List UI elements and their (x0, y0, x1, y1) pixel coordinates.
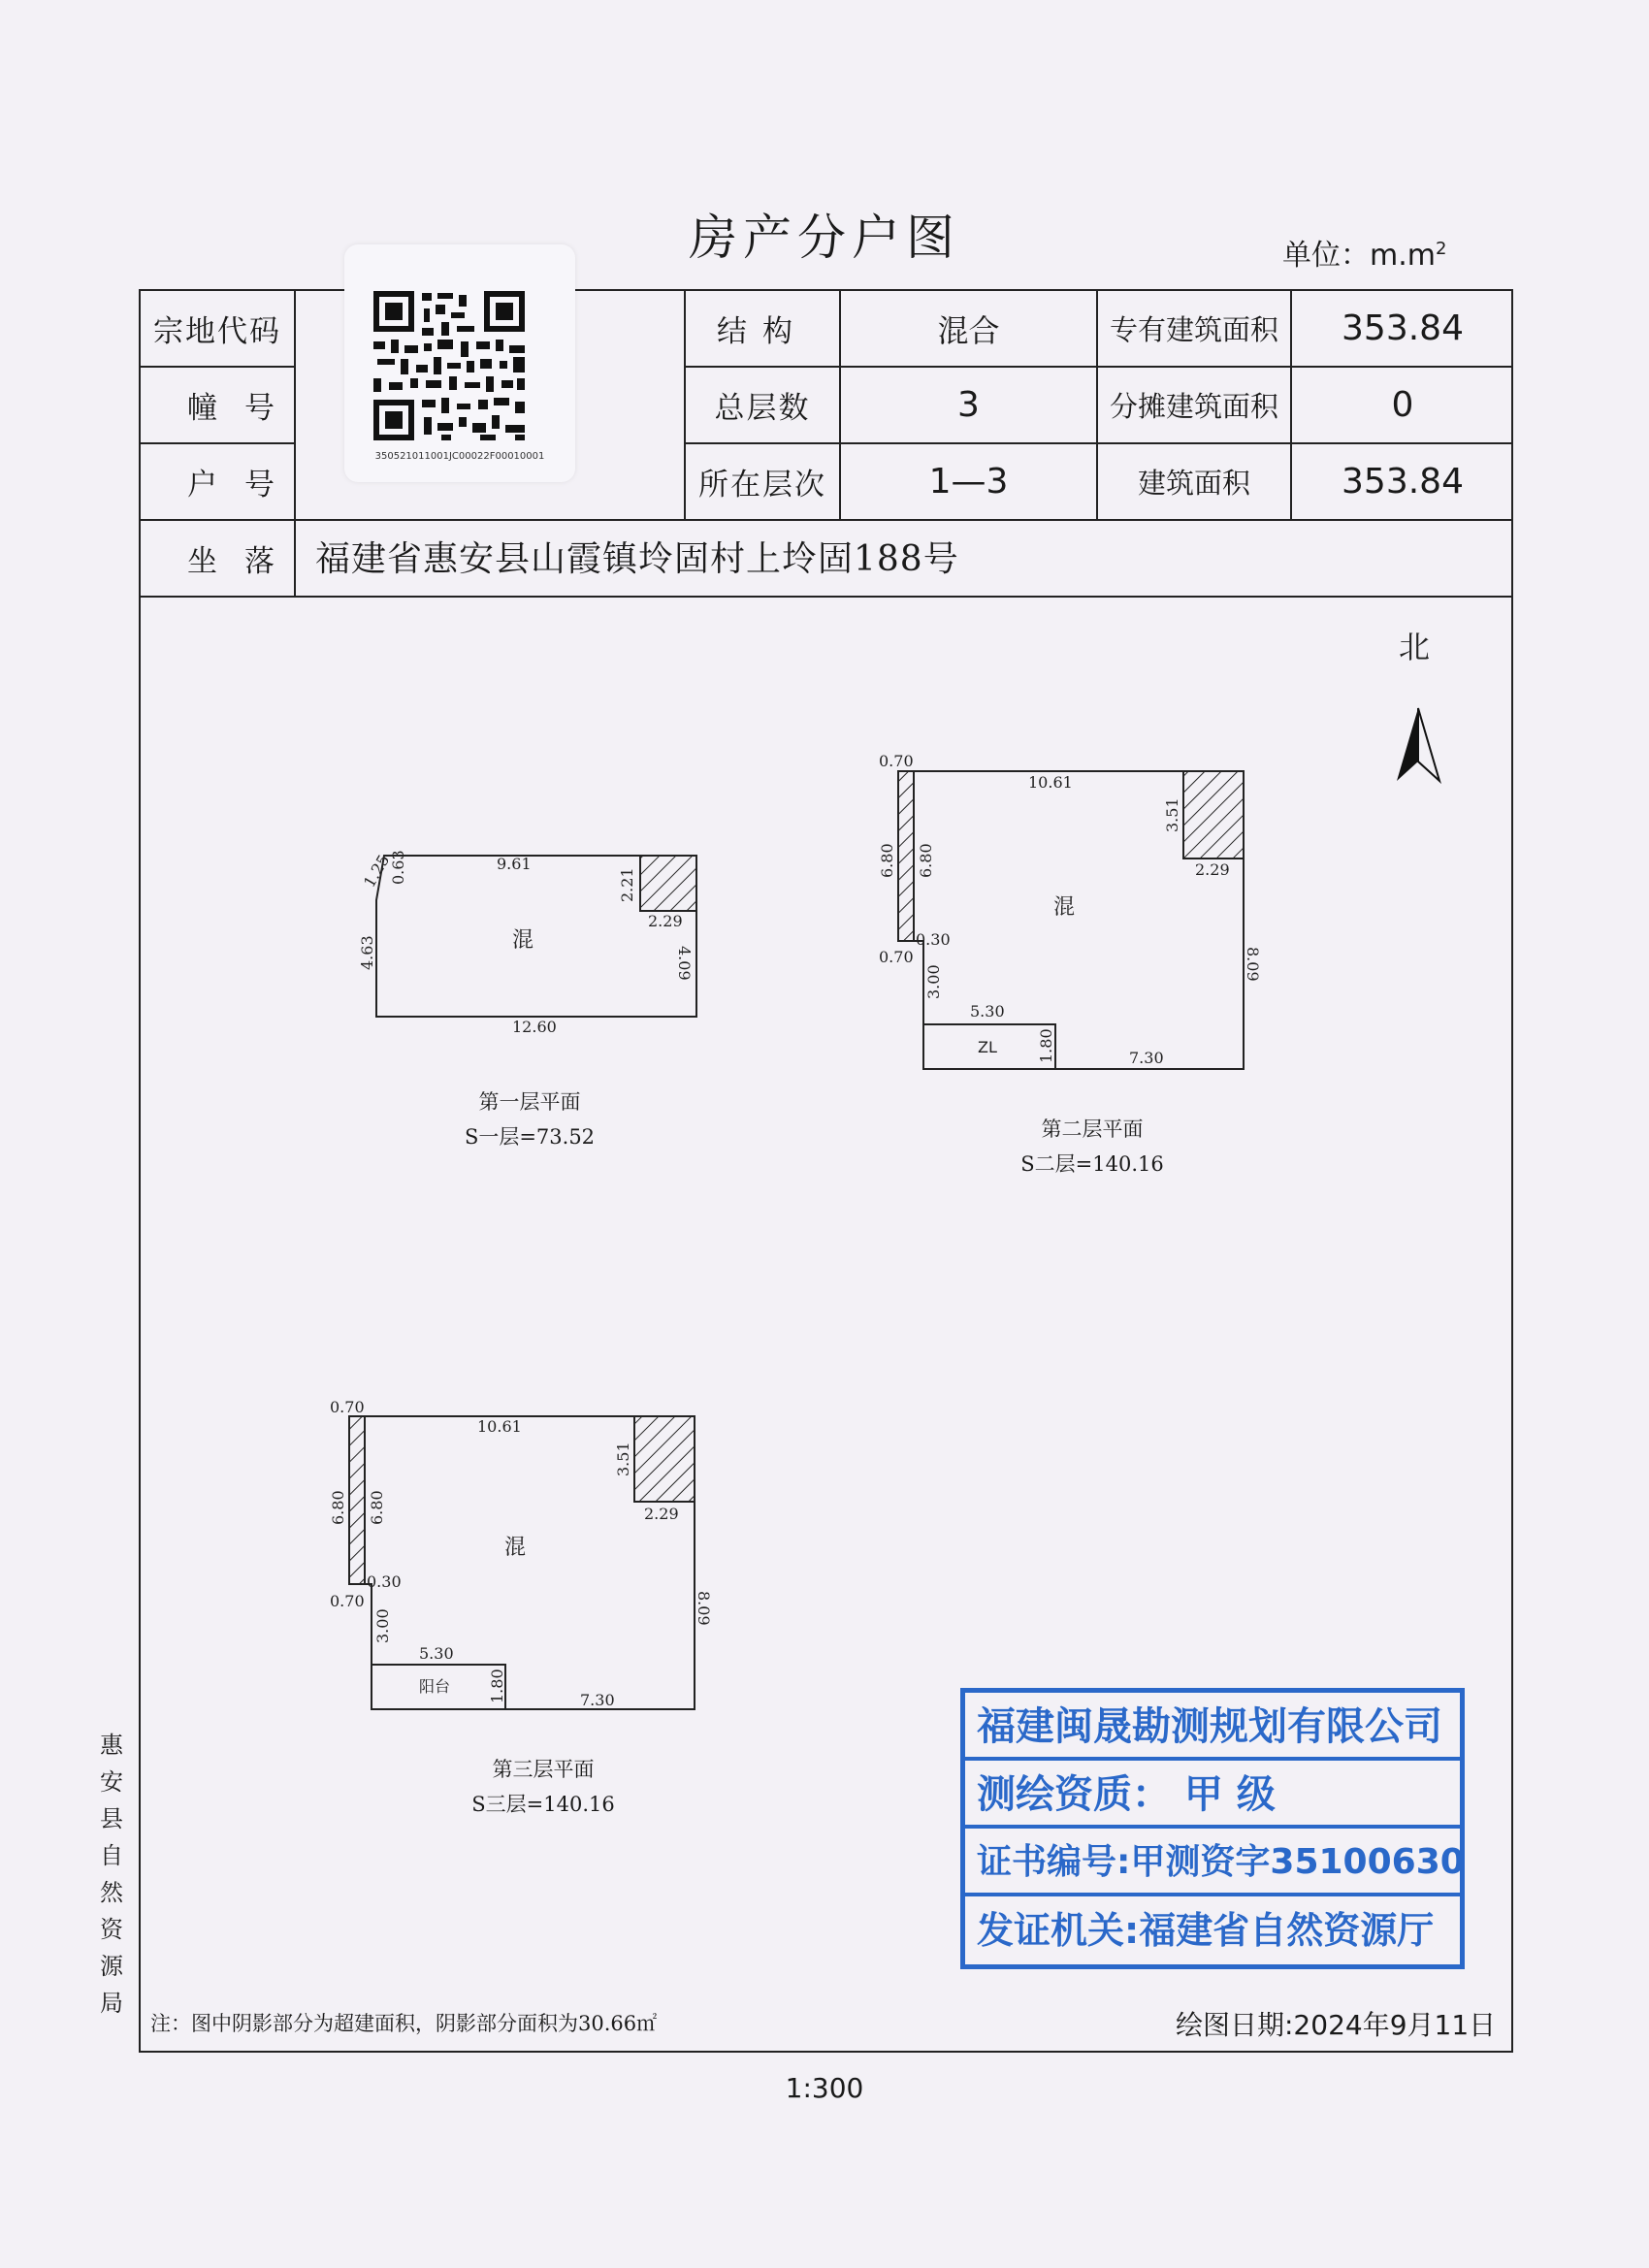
floor2-hatch-left (898, 771, 914, 941)
floor2-dim-w1: 0.70 (879, 752, 914, 770)
floor1-dim-chamfer: 1.25 (360, 851, 394, 891)
hatch-note: 注：图中阴影部分为超建面积，阴影部分面积为30.66㎡ (150, 2012, 658, 2035)
unit-number-label: 户号 (187, 468, 302, 502)
floor2-room-label: ZL (978, 1038, 997, 1056)
floor3-dim-bh: 1.80 (488, 1669, 506, 1703)
building-area-value: 353.84 (1342, 462, 1464, 502)
total-floors-value: 3 (957, 385, 980, 425)
floor2-dim-left-out: 6.80 (878, 843, 896, 878)
floor3-dim-right: 8.09 (695, 1591, 713, 1626)
location-label: 坐落 (187, 544, 302, 579)
floor3-plan (329, 1398, 713, 1709)
floor2-hatch-right (1183, 771, 1244, 859)
floor1-hatch (640, 856, 696, 911)
exclusive-area-value: 353.84 (1342, 308, 1464, 348)
floor3-dim-step: 3.00 (373, 1608, 392, 1643)
stamp-line-company: 福建闽晟勘测规划有限公司 (965, 1693, 1460, 1761)
parcel-code-label: 宗地代码 (153, 314, 281, 349)
floor1-dim-hatch-h: 2.21 (618, 867, 636, 902)
floor2-dim-bottom: 7.30 (1129, 1049, 1164, 1067)
stamp-line-certificate: 证书编号:甲测资字35100630 (965, 1829, 1460, 1896)
floor2-material: 混 (1053, 895, 1076, 920)
stamp-line-issuer: 发证机关:福建省自然资源厅 (977, 1909, 1435, 1952)
exclusive-area-label: 专有建筑面积 (1109, 313, 1278, 346)
qr-code-number: 350521011001JC00022F00010001 (374, 451, 545, 462)
floor-level-value: 1—3 (928, 462, 1009, 502)
building-area-label: 建筑面积 (1137, 467, 1250, 500)
structure-label: 结构 (717, 314, 808, 349)
floor3-dim-bw: 5.30 (419, 1644, 454, 1663)
address-value: 福建省惠安县山霞镇坽固村上坽固188号 (315, 539, 959, 579)
floor2-dim-step: 3.00 (924, 964, 943, 999)
floor1-plan (358, 850, 696, 1036)
building-number-label: 幢号 (187, 391, 302, 426)
floor3-dim-top: 10.61 (477, 1417, 522, 1436)
floor3-dim-left-out: 6.80 (329, 1490, 347, 1525)
scale-label: 1:300 (785, 2072, 864, 2104)
floor2-dim-left-in: 6.80 (917, 843, 935, 878)
floor3-dim-hatch-w: 2.29 (644, 1505, 679, 1523)
floor2-dim-bh: 1.80 (1037, 1028, 1055, 1063)
floor1-dim-right: 4.09 (675, 946, 694, 981)
floor3-caption: 第三层平面 S三层=140.16 (471, 1758, 615, 1816)
floor3-dim-w1: 0.70 (330, 1398, 365, 1416)
floor3-dim-hatch-h: 3.51 (614, 1442, 632, 1476)
floor3-hatch-right (634, 1416, 695, 1502)
north-label: 北 (1399, 629, 1431, 665)
floor3-hatch-left (349, 1416, 365, 1584)
floor2-dim-right: 8.09 (1244, 947, 1262, 982)
floor1-dim-top: 9.61 (497, 855, 532, 873)
shared-area-value: 0 (1391, 385, 1414, 425)
floor1-dim-hatch-w: 2.29 (648, 912, 683, 930)
total-floors-label: 总层数 (714, 391, 811, 426)
floor2-dim-w2: 0.70 (879, 948, 914, 966)
floor2-dim-w3: 0.30 (916, 930, 951, 949)
floor1-dim-bottom: 12.60 (512, 1018, 557, 1036)
shared-area-label: 分摊建筑面积 (1109, 390, 1278, 423)
floor3-dim-bottom: 7.30 (580, 1691, 615, 1709)
north-arrow-icon (1397, 708, 1439, 781)
floor1-dim-chamfer2: 0.63 (389, 850, 407, 885)
floor3-dim-w2: 0.70 (330, 1592, 365, 1610)
floor2-caption: 第二层平面 S二层=140.16 (1020, 1118, 1164, 1176)
floor1-caption: 第一层平面 S一层=73.52 (464, 1090, 596, 1149)
side-seal-text: 惠 安 县 自 然 资 源 局 (100, 1732, 123, 2017)
structure-value: 混合 (937, 311, 1000, 349)
company-stamp (960, 1688, 1465, 1969)
floor3-dim-w3: 0.30 (367, 1572, 402, 1591)
floor1-material: 混 (512, 928, 534, 953)
floor-level-label: 所在层次 (698, 468, 826, 502)
floor2-dim-hatch-h: 3.51 (1163, 797, 1181, 832)
floor2-plan (878, 752, 1262, 1069)
floor2-dim-hatch-w: 2.29 (1195, 860, 1230, 879)
floor3-dim-left-in: 6.80 (368, 1490, 386, 1525)
floor1-dim-left: 4.63 (358, 935, 376, 970)
page-title: 房产分户图 (689, 210, 960, 266)
floor3-room-label: 阳台 (419, 1677, 451, 1696)
drawing-date: 绘图日期:2024年9月11日 (1176, 2009, 1497, 2041)
floor3-material: 混 (504, 1536, 527, 1560)
floor2-dim-bw: 5.30 (970, 1002, 1005, 1021)
stamp-line-qualification: 测绘资质： 甲 级 (965, 1761, 1460, 1829)
floor2-dim-top: 10.61 (1028, 773, 1073, 792)
unit-label: 单位：$m.m^2$ (1282, 239, 1447, 273)
